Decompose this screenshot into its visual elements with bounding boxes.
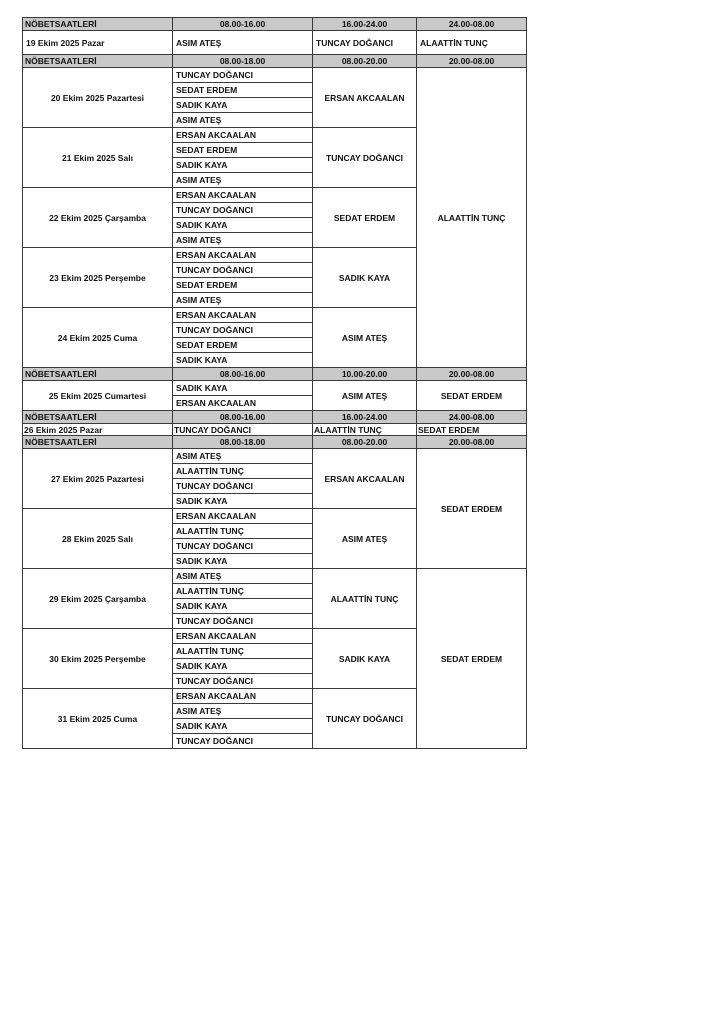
day-shift-name: ASIM ATEŞ bbox=[173, 233, 313, 248]
header-label: NÖBETSAATLERİ bbox=[23, 436, 173, 449]
evening-shift-name: TUNCAY DOĞANCI bbox=[313, 689, 417, 749]
weekday-date: 29 Ekim 2025 Çarşamba bbox=[23, 569, 173, 629]
day-shift-name: ASIM ATEŞ bbox=[173, 704, 313, 719]
evening-shift-name: ASIM ATEŞ bbox=[313, 381, 417, 411]
evening-shift-name: ASIM ATEŞ bbox=[313, 308, 417, 368]
header-label: NÖBETSAATLERİ bbox=[23, 55, 173, 68]
day-shift-name: SADIK KAYA bbox=[173, 659, 313, 674]
header-time: 08.00-18.00 bbox=[173, 436, 313, 449]
evening-shift-name: ERSAN AKCAALAN bbox=[313, 68, 417, 128]
roster-grid bbox=[22, 17, 527, 749]
header-time: 20.00-08.00 bbox=[417, 368, 527, 381]
night-shift-name: ALAATTİN TUNÇ bbox=[417, 68, 527, 368]
day-shift-name: ERSAN AKCAALAN bbox=[173, 509, 313, 524]
evening-shift-name: ERSAN AKCAALAN bbox=[313, 449, 417, 509]
day-shift-name: ERSAN AKCAALAN bbox=[173, 689, 313, 704]
day-shift-name: SEDAT ERDEM bbox=[173, 338, 313, 353]
day-shift-name: TUNCAY DOĞANCI bbox=[173, 68, 313, 83]
day-shift-name: TUNCAY DOĞANCI bbox=[173, 674, 313, 689]
header-time: 08.00-20.00 bbox=[313, 436, 417, 449]
weekday-date: 21 Ekim 2025 Salı bbox=[23, 128, 173, 188]
header-time: 08.00-16.00 bbox=[173, 18, 313, 31]
day-shift-name: ASIM ATEŞ bbox=[173, 113, 313, 128]
day-shift-name: ASIM ATEŞ bbox=[173, 569, 313, 584]
day-shift-name: SADIK KAYA bbox=[173, 719, 313, 734]
header-label: NÖBETSAATLERİ bbox=[23, 18, 173, 31]
evening-shift-name: SADIK KAYA bbox=[313, 248, 417, 308]
evening-shift-name: SEDAT ERDEM bbox=[313, 188, 417, 248]
evening-shift-name: ASIM ATEŞ bbox=[313, 509, 417, 569]
sunday-shift-2: ALAATTİN TUNÇ bbox=[313, 424, 417, 436]
sunday-shift-2: TUNCAY DOĞANCI bbox=[313, 31, 417, 55]
day-shift-name: TUNCAY DOĞANCI bbox=[173, 734, 313, 749]
day-shift-name: TUNCAY DOĞANCI bbox=[173, 479, 313, 494]
day-shift-name: SADIK KAYA bbox=[173, 554, 313, 569]
day-shift-name: ALAATTİN TUNÇ bbox=[173, 644, 313, 659]
header-time: 16.00-24.00 bbox=[313, 411, 417, 424]
header-time: 16.00-24.00 bbox=[313, 18, 417, 31]
day-shift-name: ALAATTİN TUNÇ bbox=[173, 464, 313, 479]
day-shift-name: SEDAT ERDEM bbox=[173, 83, 313, 98]
header-label: NÖBETSAATLERİ bbox=[23, 411, 173, 424]
day-shift-name: TUNCAY DOĞANCI bbox=[173, 203, 313, 218]
day-shift-name: ASIM ATEŞ bbox=[173, 293, 313, 308]
night-shift-name: SEDAT ERDEM bbox=[417, 381, 527, 411]
evening-shift-name: ALAATTİN TUNÇ bbox=[313, 569, 417, 629]
saturday-date: 25 Ekim 2025 Cumartesi bbox=[23, 381, 173, 411]
day-shift-name: SEDAT ERDEM bbox=[173, 278, 313, 293]
day-shift-name: SADIK KAYA bbox=[173, 353, 313, 368]
header-time: 20.00-08.00 bbox=[417, 55, 527, 68]
sunday-shift-3: SEDAT ERDEM bbox=[417, 424, 527, 436]
header-time: 24.00-08.00 bbox=[417, 411, 527, 424]
day-shift-name: SADIK KAYA bbox=[173, 98, 313, 113]
day-shift-name: ERSAN AKCAALAN bbox=[173, 396, 313, 411]
weekday-date: 31 Ekim 2025 Cuma bbox=[23, 689, 173, 749]
day-shift-name: ERSAN AKCAALAN bbox=[173, 308, 313, 323]
day-shift-name: SADIK KAYA bbox=[173, 218, 313, 233]
weekday-date: 27 Ekim 2025 Pazartesi bbox=[23, 449, 173, 509]
day-shift-name: ASIM ATEŞ bbox=[173, 173, 313, 188]
weekday-date: 28 Ekim 2025 Salı bbox=[23, 509, 173, 569]
day-shift-name: ALAATTİN TUNÇ bbox=[173, 584, 313, 599]
weekday-date: 20 Ekim 2025 Pazartesi bbox=[23, 68, 173, 128]
header-time: 08.00-20.00 bbox=[313, 55, 417, 68]
night-shift-name: SEDAT ERDEM bbox=[417, 449, 527, 569]
day-shift-name: ALAATTİN TUNÇ bbox=[173, 524, 313, 539]
day-shift-name: TUNCAY DOĞANCI bbox=[173, 614, 313, 629]
weekday-date: 23 Ekim 2025 Perşembe bbox=[23, 248, 173, 308]
day-shift-name: ASIM ATEŞ bbox=[173, 449, 313, 464]
night-shift-name: SEDAT ERDEM bbox=[417, 569, 527, 749]
day-shift-name: ERSAN AKCAALAN bbox=[173, 128, 313, 143]
sunday-date: 19 Ekim 2025 Pazar bbox=[23, 31, 173, 55]
day-shift-name: SADIK KAYA bbox=[173, 599, 313, 614]
day-shift-name: SADIK KAYA bbox=[173, 158, 313, 173]
day-shift-name: SADIK KAYA bbox=[173, 494, 313, 509]
sunday-shift-1: ASIM ATEŞ bbox=[173, 31, 313, 55]
day-shift-name: TUNCAY DOĞANCI bbox=[173, 323, 313, 338]
header-time: 08.00-18.00 bbox=[173, 55, 313, 68]
header-time: 24.00-08.00 bbox=[417, 18, 527, 31]
weekday-date: 30 Ekim 2025 Perşembe bbox=[23, 629, 173, 689]
header-time: 08.00-16.00 bbox=[173, 411, 313, 424]
day-shift-name: ERSAN AKCAALAN bbox=[173, 188, 313, 203]
evening-shift-name: TUNCAY DOĞANCI bbox=[313, 128, 417, 188]
duty-roster-table bbox=[22, 17, 527, 749]
weekday-date: 22 Ekim 2025 Çarşamba bbox=[23, 188, 173, 248]
sunday-date: 26 Ekim 2025 Pazar bbox=[23, 424, 173, 436]
header-time: 20.00-08.00 bbox=[417, 436, 527, 449]
day-shift-name: ERSAN AKCAALAN bbox=[173, 248, 313, 263]
day-shift-name: SADIK KAYA bbox=[173, 381, 313, 396]
header-time: 08.00-16.00 bbox=[173, 368, 313, 381]
sunday-shift-3: ALAATTİN TUNÇ bbox=[417, 31, 527, 55]
header-label: NÖBETSAATLERİ bbox=[23, 368, 173, 381]
sunday-shift-1: TUNCAY DOĞANCI bbox=[173, 424, 313, 436]
header-time: 10.00-20.00 bbox=[313, 368, 417, 381]
day-shift-name: TUNCAY DOĞANCI bbox=[173, 539, 313, 554]
weekday-date: 24 Ekim 2025 Cuma bbox=[23, 308, 173, 368]
day-shift-name: SEDAT ERDEM bbox=[173, 143, 313, 158]
day-shift-name: TUNCAY DOĞANCI bbox=[173, 263, 313, 278]
evening-shift-name: SADIK KAYA bbox=[313, 629, 417, 689]
day-shift-name: ERSAN AKCAALAN bbox=[173, 629, 313, 644]
